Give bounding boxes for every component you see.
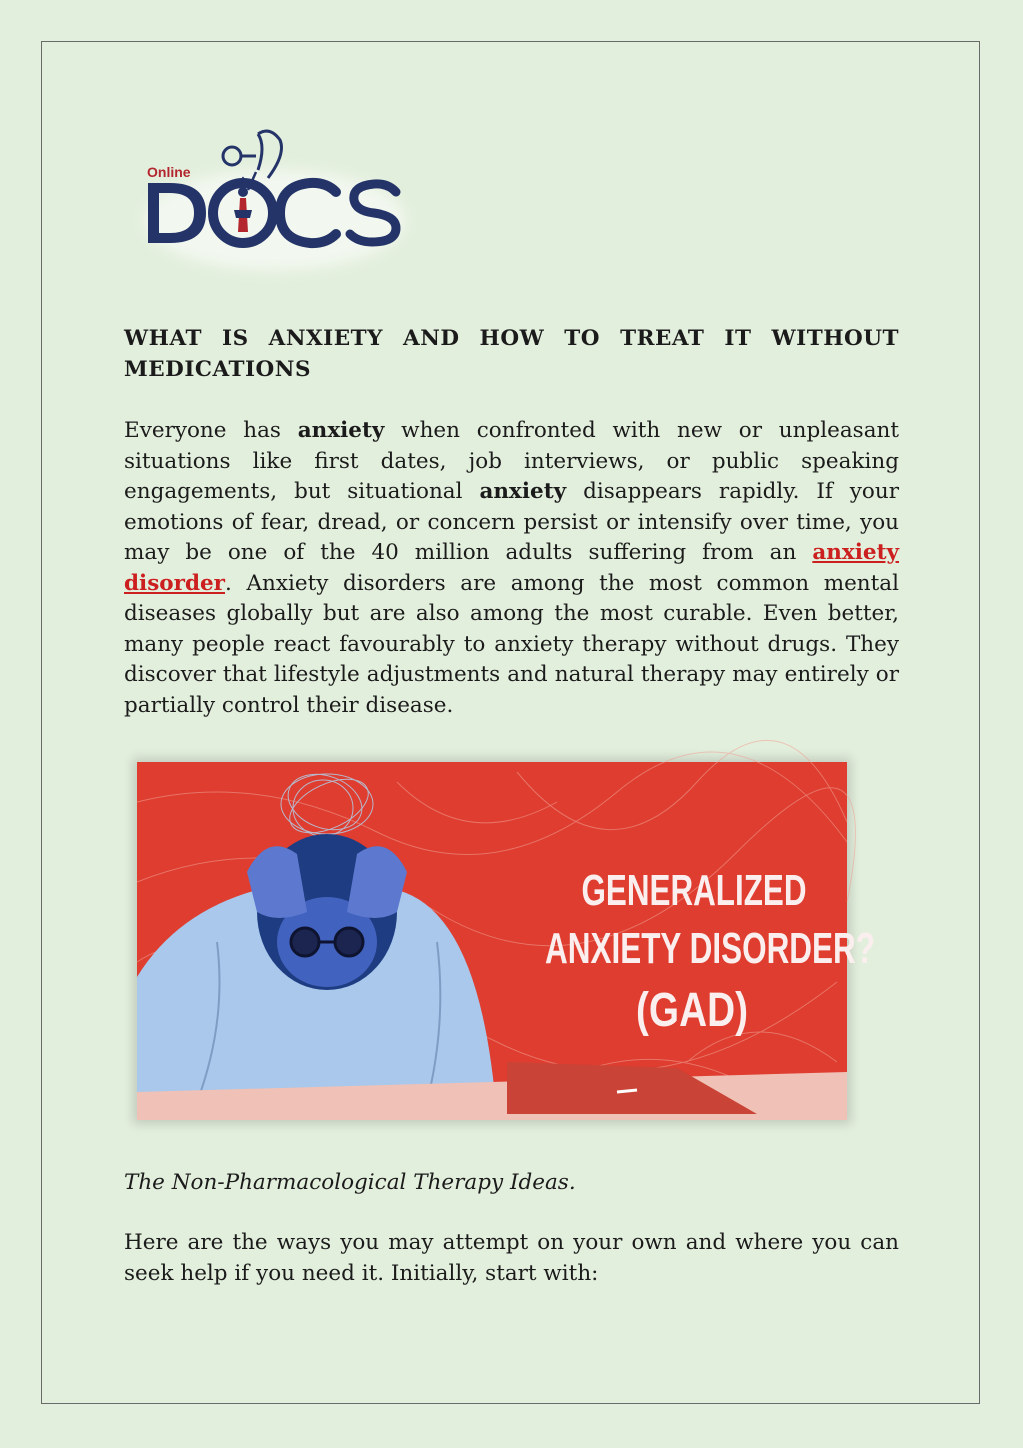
bold-keyword: anxiety [297, 418, 385, 443]
intro-paragraph: Everyone has anxiety when confronted with new or unpleasant situations like first dates, job interviews, or public speaking engagements, but situational anxiety disappears rapidly. If your emotions of fear, dread, or concern persist or intensify over time, you may be one of the 40 million adults suffering from an anxiety disorder. Anxiety disorders are among the most common mental diseases globally but are also among the most curable. Even better, many people react favourably to anxiety therapy without drugs. They discover that lifestyle adjustments and natural therapy may entirely or partially control their disease. [124, 418, 900, 718]
hero-text-line3: (GAD) [636, 984, 748, 1037]
hero-text-line1: GENERALIZED [581, 866, 807, 915]
anxiety-disorder-link[interactable]: anxiety disorder [124, 540, 899, 596]
bold-keyword: anxiety [479, 479, 567, 504]
article-title: WHAT IS ANXIETY AND HOW TO TREAT IT WITHOUT MEDICATIONS [124, 326, 899, 382]
gad-hero-image [137, 762, 875, 1120]
logo-small-text: Online [147, 164, 191, 180]
hero-text-line2: ANXIETY DISORDER? [545, 924, 875, 973]
online-docs-logo [140, 120, 420, 280]
closing-paragraph: Here are the ways you may attempt on your own and where you can seek help if you need it. Initially, start with: [124, 1230, 899, 1286]
therapy-subheading: The Non-Pharmacological Therapy Ideas. [124, 1170, 576, 1195]
